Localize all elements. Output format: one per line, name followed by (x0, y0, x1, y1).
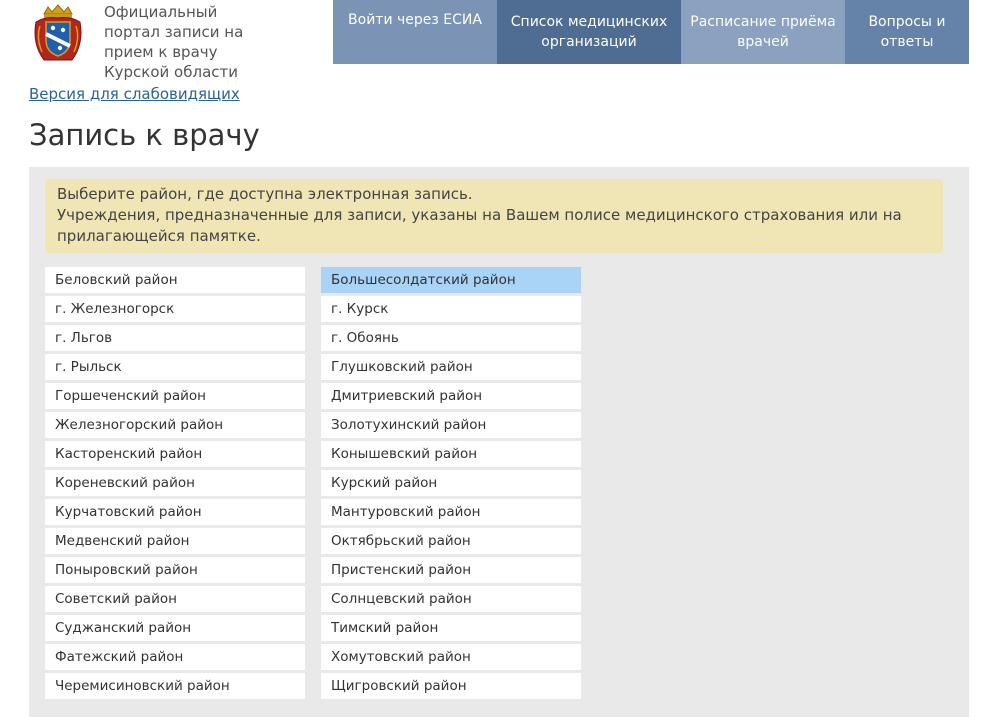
district-item[interactable]: Суджанский район (45, 615, 305, 641)
district-item[interactable]: Черемисиновский район (45, 673, 305, 699)
district-item[interactable]: Октябрьский район (321, 528, 581, 554)
district-item[interactable]: Курчатовский район (45, 499, 305, 525)
district-item-selected[interactable]: Большесолдатский район (321, 267, 581, 293)
district-item[interactable]: г. Рыльск (45, 354, 305, 380)
nav-esia-login[interactable]: Войти через ЕСИА (333, 0, 497, 64)
nav-faq[interactable]: Вопросы и ответы (845, 0, 969, 64)
district-item[interactable]: Золотухинский район (321, 412, 581, 438)
info-notice (45, 179, 943, 253)
district-item[interactable]: г. Курск (321, 296, 581, 322)
district-item[interactable]: Поныровский район (45, 557, 305, 583)
district-item[interactable]: Щигровский район (321, 673, 581, 699)
notice-line-1: Выберите район, где доступна электронная запись. (57, 185, 473, 203)
nav-medical-organizations[interactable]: Список медицинских организаций (497, 0, 681, 64)
district-list-column-2 (321, 267, 581, 702)
district-item[interactable]: Тимский район (321, 615, 581, 641)
district-item[interactable]: Железногорский район (45, 412, 305, 438)
district-item[interactable]: Солнцевский район (321, 586, 581, 612)
district-item[interactable]: Глушковский район (321, 354, 581, 380)
district-selection-panel (29, 167, 969, 717)
district-item[interactable]: г. Железногорск (45, 296, 305, 322)
district-item[interactable]: Хомутовский район (321, 644, 581, 670)
notice-line-2: Учреждения, предназначенные для записи, указаны на Вашем полисе медицинского страхования или на прилагающейся памятке. (57, 206, 902, 245)
district-item[interactable]: Касторенский район (45, 441, 305, 467)
district-item[interactable]: Дмитриевский район (321, 383, 581, 409)
site-title: Официальный портал записи на прием к врачу Курской области (104, 3, 244, 81)
district-item[interactable]: Фатежский район (45, 644, 305, 670)
district-list-column-1 (45, 267, 305, 702)
district-item[interactable]: Пристенский район (321, 557, 581, 583)
district-item[interactable]: г. Обоянь (321, 325, 581, 351)
district-item[interactable]: Советский район (45, 586, 305, 612)
district-item[interactable]: Кореневский район (45, 470, 305, 496)
page-title: Запись к врачу (29, 118, 260, 152)
district-item[interactable]: Конышевский район (321, 441, 581, 467)
district-item[interactable]: Мантуровский район (321, 499, 581, 525)
accessibility-version-link[interactable]: Версия для слабовидящих (29, 85, 240, 103)
district-item[interactable]: Беловский район (45, 267, 305, 293)
district-item[interactable]: Курский район (321, 470, 581, 496)
district-item[interactable]: г. Льгов (45, 325, 305, 351)
district-item[interactable]: Медвенский район (45, 528, 305, 554)
nav-doctor-schedule[interactable]: Расписание приёма врачей (681, 0, 845, 64)
district-item[interactable]: Горшеченский район (45, 383, 305, 409)
coat-of-arms-logo[interactable] (30, 4, 86, 62)
main-navigation (333, 0, 969, 64)
